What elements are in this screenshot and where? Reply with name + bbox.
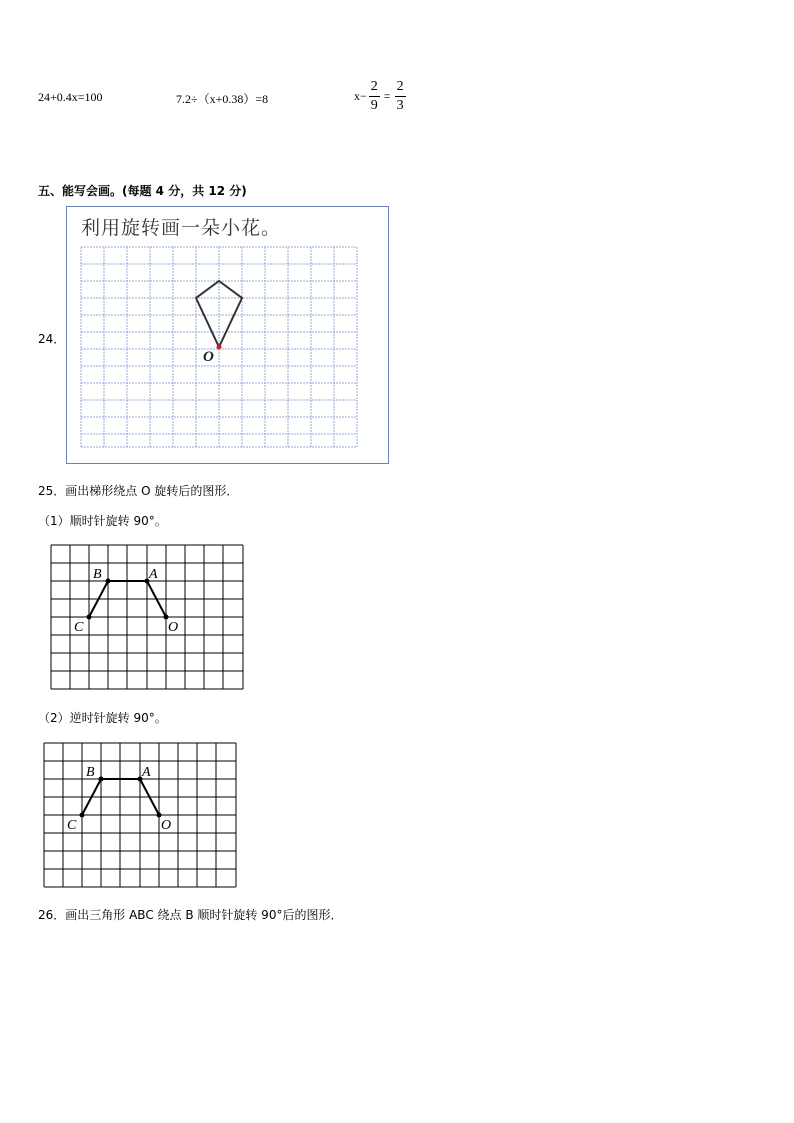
q24-rotation-point bbox=[217, 345, 222, 350]
equation-1: 24+0.4x=100 bbox=[38, 90, 103, 104]
q25-2-label-b: B bbox=[86, 765, 95, 780]
q25-1-point-b bbox=[106, 579, 111, 584]
q25-grid-1 bbox=[50, 544, 246, 692]
q25-1-label-b: B bbox=[93, 567, 102, 582]
q25-1-label-c: C bbox=[74, 620, 84, 635]
q25-2-label-o: O bbox=[161, 818, 172, 833]
equation-3-fraction-2 bbox=[395, 78, 406, 115]
q25-grid-2 bbox=[43, 742, 239, 890]
section-5-heading: 五、能写会画。(每题 4 分，共 12 分) bbox=[38, 184, 247, 198]
equation-3 bbox=[354, 78, 408, 115]
fraction-1-numerator: 2 bbox=[369, 78, 380, 97]
equation-3-left: x− bbox=[354, 89, 367, 103]
q25-2-point-o bbox=[157, 813, 162, 818]
equation-2: 7.2÷（x+0.38）=8 bbox=[176, 92, 269, 106]
equation-3-equals: = bbox=[383, 89, 391, 103]
q24-point-label: O bbox=[203, 349, 214, 365]
q25-1-label-a: A bbox=[149, 567, 158, 582]
q25-1-label-o: O bbox=[168, 620, 179, 635]
fraction-1-denominator: 9 bbox=[370, 98, 378, 113]
equation-3-fraction-1 bbox=[369, 78, 380, 115]
fraction-2-numerator: 2 bbox=[395, 78, 406, 97]
q24-panel bbox=[66, 206, 389, 464]
q25-1-point-c bbox=[87, 615, 92, 620]
q26-prompt: 26．画出三角形 ABC 绕点 B 顺时针旋转 90°后的图形． bbox=[38, 908, 343, 922]
q25-2-label-c: C bbox=[67, 818, 77, 833]
q25-2-label-a: A bbox=[142, 765, 151, 780]
q25-2-point-c bbox=[80, 813, 85, 818]
q24-grid-drawing bbox=[67, 207, 388, 463]
q24-number: 24． bbox=[38, 332, 66, 346]
q25-2-point-b bbox=[99, 777, 104, 782]
q24-panel-title: 利用旋转画一朵小花。 bbox=[81, 217, 282, 239]
fraction-2-denominator: 3 bbox=[396, 98, 404, 113]
q25-1-point-o bbox=[164, 615, 169, 620]
q25-prompt: 25．画出梯形绕点 O 旋转后的图形． bbox=[38, 484, 239, 498]
q25-part-1: （1）顺时针旋转 90°。 bbox=[38, 514, 167, 528]
q25-part-2: （2）逆时针旋转 90°。 bbox=[38, 711, 167, 725]
